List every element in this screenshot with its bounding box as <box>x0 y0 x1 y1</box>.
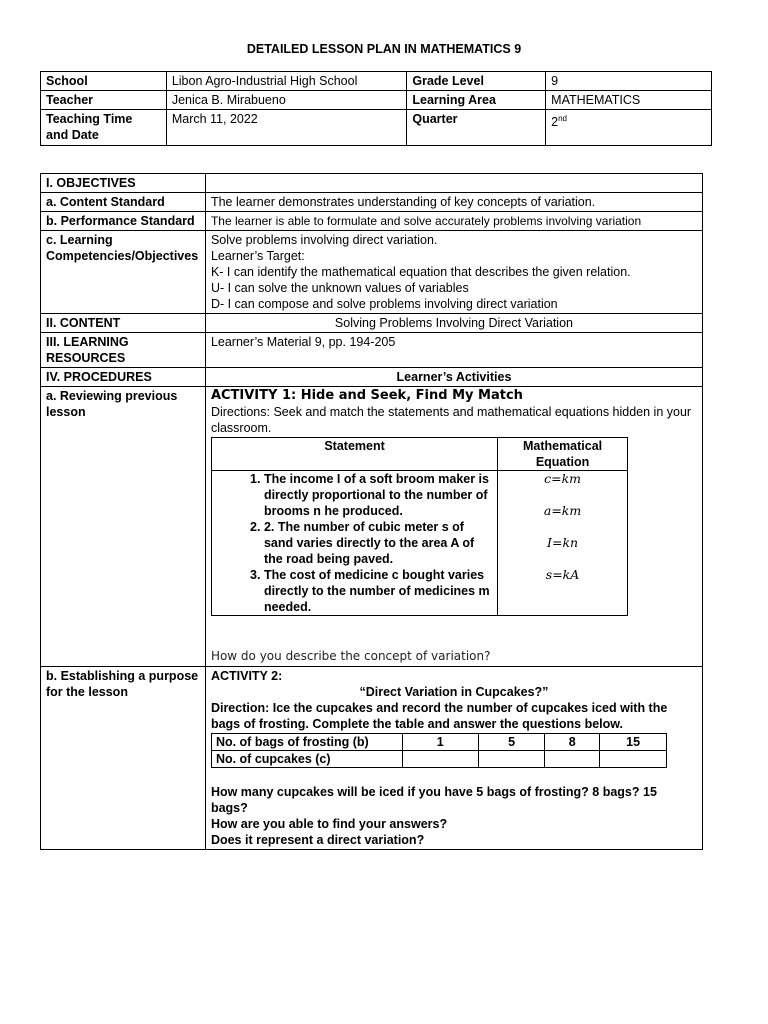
resources-label <box>41 333 206 368</box>
frosting-value: 15 <box>600 734 667 751</box>
frosting-row-label: No. of bags of frosting (b) <box>211 734 402 751</box>
statements-cell <box>211 471 497 616</box>
purpose-content <box>205 667 702 850</box>
objectives-heading: I. OBJECTIVES <box>41 174 206 193</box>
cupcakes-row-label: No. of cupcakes (c) <box>211 751 402 768</box>
activity2-title: ACTIVITY 2: <box>210 669 283 683</box>
procedures-label: IV. PROCEDURES <box>41 368 206 387</box>
content-label: II. CONTENT <box>41 314 206 333</box>
activity2-question: How are you able to find your answers? <box>210 817 448 831</box>
equation: a=km <box>543 503 582 518</box>
competencies-label <box>41 231 206 314</box>
performance-standard-label: b. Performance Standard <box>41 212 206 231</box>
statement-list <box>212 471 497 615</box>
activity2-question: How many cupcakes will be iced if you have 5 bags of frosting? 8 bags? 15 bags? <box>210 785 657 815</box>
performance-standard-value: The learner is able to formulate and solve accurately problems involving variation <box>205 212 702 231</box>
equation-header <box>498 438 628 471</box>
school-label: School <box>41 72 167 91</box>
competency-line: D- I can compose and solve problems involving direct variation <box>210 297 558 311</box>
statement-item: 3. The cost of medicine c bought varies directly to the number of medicines m needed. <box>264 567 497 615</box>
activity1-directions: Directions: Seek and match the statements and mathematical equations hidden in your classroom. <box>210 405 692 435</box>
quarter-value <box>546 110 712 146</box>
competency-line: Learner’s Target: <box>210 249 305 263</box>
variation-question: How do you describe the concept of variation? <box>210 649 491 663</box>
grade-value: 9 <box>546 72 712 91</box>
time-label-line2: and Date <box>46 128 99 142</box>
cupcakes-value <box>402 751 478 768</box>
equation: c=km <box>544 471 581 486</box>
cupcakes-value <box>478 751 544 768</box>
teacher-value: Jenica B. Mirabueno <box>166 91 407 110</box>
resources-label-line2: RESOURCES <box>46 351 126 365</box>
activity1-title: ACTIVITY 1: Hide and Seek, Find My Match <box>210 388 523 403</box>
equation-header-line1: Mathematical <box>522 439 603 453</box>
activity2-subtitle: “Direct Variation in Cupcakes?” <box>359 685 549 699</box>
area-label: Learning Area <box>407 91 546 110</box>
objectives-empty <box>205 174 702 193</box>
header-table <box>40 71 712 146</box>
statement-header: Statement <box>211 438 497 471</box>
quarter-number: 2 <box>551 115 559 130</box>
purpose-label <box>41 667 206 850</box>
competency-line: Solve problems involving direct variation. <box>210 233 438 247</box>
competencies-value <box>205 231 702 314</box>
teacher-label: Teacher <box>41 91 167 110</box>
time-label <box>41 110 167 146</box>
purpose-label-line2: for the lesson <box>46 685 128 699</box>
competencies-label-line2: Competencies/Objectives <box>46 249 199 263</box>
review-label <box>41 387 206 667</box>
area-value: MATHEMATICS <box>546 91 712 110</box>
equation: s=kA <box>545 567 580 582</box>
time-label-line1: Teaching Time <box>46 112 133 126</box>
frosting-value: 1 <box>402 734 478 751</box>
resources-label-line1: III. LEARNING <box>46 335 129 349</box>
purpose-label-line1: b. Establishing a purpose <box>46 669 199 683</box>
resources-value: Learner’s Material 9, pp. 194-205 <box>205 333 702 368</box>
grade-label: Grade Level <box>407 72 546 91</box>
frosting-value: 8 <box>545 734 600 751</box>
review-content <box>205 387 702 667</box>
procedures-column-title: Learner’s Activities <box>205 368 702 387</box>
competency-line: K- I can identify the mathematical equation that describes the given relation. <box>210 265 631 279</box>
statement-item: 2. 2. The number of cubic meter s of sand varies directly to the area A of the road being paved. <box>264 519 497 567</box>
competencies-label-line1: c. Learning <box>46 233 113 247</box>
lesson-plan-table <box>40 173 703 850</box>
matching-table <box>211 437 628 616</box>
review-label-line2: lesson <box>46 405 86 419</box>
school-value: Libon Agro-Industrial High School <box>166 72 407 91</box>
frosting-value: 5 <box>478 734 544 751</box>
content-value: Solving Problems Involving Direct Variation <box>205 314 702 333</box>
activity2-question: Does it represent a direct variation? <box>210 833 425 847</box>
quarter-suffix: nd <box>558 114 568 123</box>
quarter-label: Quarter <box>407 110 546 146</box>
frosting-table <box>211 733 667 768</box>
cupcakes-value <box>600 751 667 768</box>
equations-cell <box>498 471 628 616</box>
activity2-directions: Direction: Ice the cupcakes and record the number of cupcakes iced with the bags of frosting. Complete the table and answer the questions below. <box>210 701 668 731</box>
statement-item: 1. The income I of a soft broom maker is directly proportional to the number of brooms n he produced. <box>264 471 497 519</box>
content-standard-label: a. Content Standard <box>41 193 206 212</box>
content-standard-value: The learner demonstrates understanding of key concepts of variation. <box>205 193 702 212</box>
equation: I=kn <box>547 535 579 550</box>
review-label-line1: a. Reviewing previous <box>46 389 178 403</box>
equation-header-line2: Equation <box>535 455 590 469</box>
cupcakes-value <box>545 751 600 768</box>
date-value: March 11, 2022 <box>166 110 407 146</box>
document-title: DETAILED LESSON PLAN IN MATHEMATICS 9 <box>246 42 522 56</box>
competency-line: U- I can solve the unknown values of variables <box>210 281 469 295</box>
